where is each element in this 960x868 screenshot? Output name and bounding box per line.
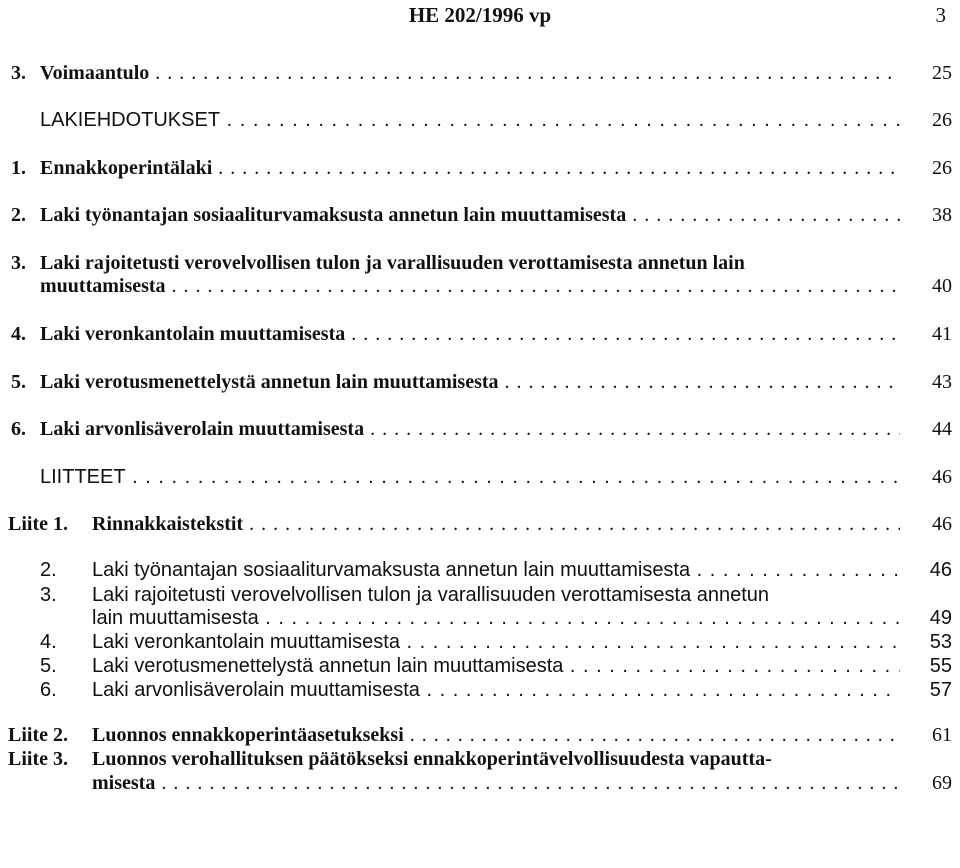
entry-page: 57 [929, 679, 952, 701]
entry-page: 46 [932, 466, 952, 488]
entry-title-line2: muuttamisesta . . . [40, 275, 900, 297]
entry-page: 61 [932, 724, 952, 746]
entry-title: Laki verotusmenettelystä annetun lain muuttamisesta . . . [40, 371, 900, 393]
entry-page: 53 [929, 631, 952, 653]
page-number: 3 [935, 3, 946, 27]
entry-page: 43 [932, 371, 952, 393]
entry-page: 46 [932, 513, 952, 535]
entry-title: Laki verotusmenettelystä annetun lain muuttamisesta . . . [92, 655, 900, 677]
entry-page: 46 [929, 559, 952, 581]
entry-title: Laki työnantajan sosiaaliturvamaksusta annetun lain muuttamisesta . . . [40, 204, 900, 226]
entry-title: Voimaantulo . . . [40, 62, 900, 84]
entry-title: Laki arvonlisäverolain muuttamisesta . . . [40, 418, 900, 440]
entry-title: Rinnakkaistekstit . . . [92, 513, 900, 535]
entry-title-line1: Laki rajoitetusti verovelvollisen tulon ja varallisuuden verottamisesta annetun lain [40, 252, 745, 274]
entry-page: 25 [932, 62, 952, 84]
entry-title: Laki veronkantolain muuttamisesta . . . [92, 631, 900, 653]
document-title: HE 202/1996 vp [408, 3, 552, 27]
entry-page: 49 [929, 607, 952, 629]
liite-label: Liite 2. [8, 724, 68, 746]
entry-title-line2: lain muuttamisesta . . . [92, 607, 900, 629]
entry-title: Laki työnantajan sosiaaliturvamaksusta annetun lain muuttamisesta . . . [92, 559, 900, 581]
entry-page: 55 [929, 655, 952, 677]
liite-label: Liite 1. [8, 513, 68, 535]
entry-page: 38 [932, 204, 952, 226]
entry-page: 40 [932, 275, 952, 297]
entry-title: Luonnos ennakkoperintäasetukseksi . . . [92, 724, 900, 746]
entry-title-line1: Luonnos verohallituksen päätökseksi ennakkoperintävelvollisuudesta vapautta- [92, 748, 772, 770]
entry-title-line2: misesta . . . [92, 772, 900, 794]
heading-title: LIITTEET . . . [40, 466, 900, 488]
entry-page: 41 [932, 323, 952, 345]
entry-page: 44 [932, 418, 952, 440]
heading-title: LAKIEHDOTUKSET . . . [40, 109, 900, 131]
liite-label: Liite 3. [8, 748, 68, 770]
entry-page: 69 [932, 772, 952, 794]
entry-page: 26 [932, 109, 952, 131]
entry-title: Laki arvonlisäverolain muuttamisesta . . . [92, 679, 900, 701]
entry-title: Laki veronkantolain muuttamisesta . . . [40, 323, 900, 345]
entry-page: 26 [932, 157, 952, 179]
entry-title-line1: Laki rajoitetusti verovelvollisen tulon ja varallisuuden verottamisesta annetun [92, 584, 770, 606]
entry-title: Ennakkoperintälaki . . . [40, 157, 900, 179]
